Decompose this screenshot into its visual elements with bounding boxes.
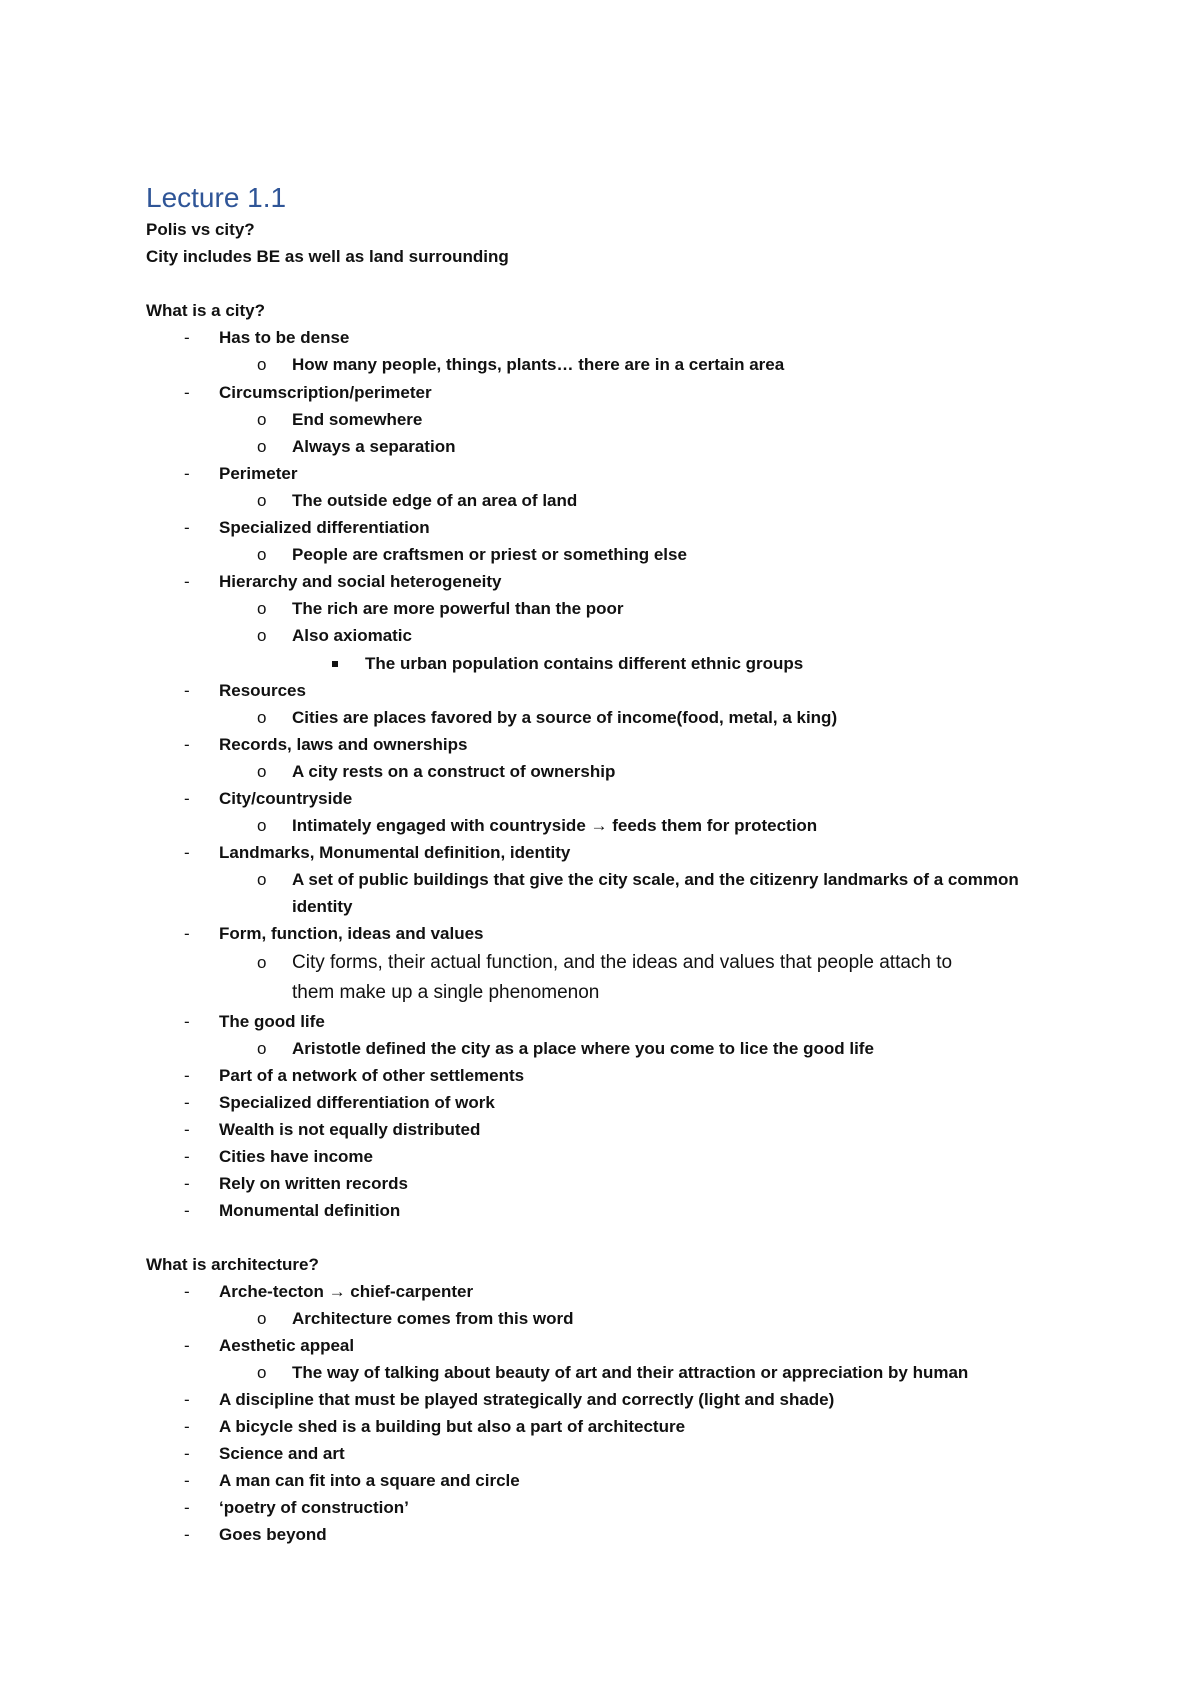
list-item: Specialized differentiation bbox=[219, 518, 430, 537]
dash-bullet: - bbox=[184, 1066, 190, 1085]
circle-bullet: o bbox=[257, 953, 267, 972]
sub-item: The outside edge of an area of land bbox=[292, 491, 578, 510]
page-title: Lecture 1.1 bbox=[146, 182, 287, 213]
dash-bullet: - bbox=[184, 518, 190, 537]
circle-bullet: o bbox=[257, 545, 267, 564]
list-item: Arche-tecton → chief-carpenter bbox=[219, 1282, 474, 1301]
circle-bullet: o bbox=[257, 599, 267, 618]
architecture-heading: What is architecture? bbox=[146, 1255, 319, 1274]
dash-bullet: - bbox=[184, 1336, 190, 1355]
sub-item: A set of public buildings that give the city scale, and the citizenry landmarks of a common bbox=[292, 870, 1019, 889]
list-item: The good life bbox=[219, 1012, 325, 1031]
list-item: Wealth is not equally distributed bbox=[219, 1120, 481, 1139]
list-item: Cities have income bbox=[219, 1147, 374, 1166]
list-item: A bicycle shed is a building but also a part of architecture bbox=[219, 1417, 686, 1436]
dash-bullet: - bbox=[184, 1174, 190, 1193]
sub-item: End somewhere bbox=[292, 410, 423, 429]
dash-bullet: - bbox=[184, 1201, 190, 1220]
list-item: ‘poetry of construction’ bbox=[219, 1498, 409, 1517]
list-item: Circumscription/perimeter bbox=[219, 383, 432, 402]
dash-bullet: - bbox=[184, 1417, 190, 1436]
circle-bullet: o bbox=[257, 1363, 267, 1382]
sub-item: The way of talking about beauty of art and their attraction or appreciation by human bbox=[292, 1363, 969, 1382]
list-item: Form, function, ideas and values bbox=[219, 924, 484, 943]
city-heading: What is a city? bbox=[146, 301, 266, 320]
sub-sub-item: The urban population contains different ethnic groups bbox=[365, 654, 804, 673]
list-item: Records, laws and ownerships bbox=[219, 735, 468, 754]
sub-item: People are craftsmen or priest or something else bbox=[292, 545, 687, 564]
square-bullet bbox=[332, 661, 338, 667]
list-item: A man can fit into a square and circle bbox=[219, 1471, 520, 1490]
circle-bullet: o bbox=[257, 708, 267, 727]
dash-bullet: - bbox=[184, 789, 190, 808]
sub-item: Always a separation bbox=[292, 437, 456, 456]
list-item: Specialized differentiation of work bbox=[219, 1093, 495, 1112]
dash-bullet: - bbox=[184, 1282, 190, 1301]
dash-bullet: - bbox=[184, 572, 190, 591]
list-item: Perimeter bbox=[219, 464, 298, 483]
list-item: A discipline that must be played strategically and correctly (light and shade) bbox=[219, 1390, 835, 1409]
dash-bullet: - bbox=[184, 924, 190, 943]
circle-bullet: o bbox=[257, 762, 267, 781]
list-item: Hierarchy and social heterogeneity bbox=[219, 572, 502, 591]
circle-bullet: o bbox=[257, 410, 267, 429]
dash-bullet: - bbox=[184, 1498, 190, 1517]
dash-bullet: - bbox=[184, 328, 190, 347]
dash-bullet: - bbox=[184, 1120, 190, 1139]
sub-item: The rich are more powerful than the poor bbox=[292, 599, 624, 618]
list-item: Part of a network of other settlements bbox=[219, 1066, 525, 1085]
list-item: Monumental definition bbox=[219, 1201, 401, 1220]
sub-item: A city rests on a construct of ownership bbox=[292, 762, 616, 781]
list-item: Rely on written records bbox=[219, 1174, 408, 1193]
dash-bullet: - bbox=[184, 1147, 190, 1166]
dash-bullet: - bbox=[184, 464, 190, 483]
sub-item: Intimately engaged with countryside → feeds them for protection bbox=[292, 816, 818, 835]
dash-bullet: - bbox=[184, 843, 190, 862]
circle-bullet: o bbox=[257, 437, 267, 456]
dash-bullet: - bbox=[184, 1471, 190, 1490]
circle-bullet: o bbox=[257, 870, 267, 889]
dash-bullet: - bbox=[184, 383, 190, 402]
circle-bullet: o bbox=[257, 355, 267, 374]
intro-line-1: Polis vs city? bbox=[146, 220, 255, 239]
list-item: Has to be dense bbox=[219, 328, 350, 347]
dash-bullet: - bbox=[184, 1444, 190, 1463]
circle-bullet: o bbox=[257, 626, 267, 645]
circle-bullet: o bbox=[257, 491, 267, 510]
sub-item: City forms, their actual function, and the ideas and values that people attach to bbox=[292, 952, 953, 973]
circle-bullet: o bbox=[257, 816, 267, 835]
sub-item: Architecture comes from this word bbox=[292, 1309, 574, 1328]
list-item: City/countryside bbox=[219, 789, 353, 808]
list-item: Aesthetic appeal bbox=[219, 1336, 355, 1355]
sub-item-continued: them make up a single phenomenon bbox=[292, 982, 600, 1003]
sub-item-continued: identity bbox=[292, 897, 353, 916]
dash-bullet: - bbox=[184, 1093, 190, 1112]
dash-bullet: - bbox=[184, 735, 190, 754]
circle-bullet: o bbox=[257, 1309, 267, 1328]
dash-bullet: - bbox=[184, 1525, 190, 1544]
dash-bullet: - bbox=[184, 681, 190, 700]
sub-item: How many people, things, plants… there are in a certain area bbox=[292, 355, 785, 374]
dash-bullet: - bbox=[184, 1012, 190, 1031]
list-item: Landmarks, Monumental definition, identity bbox=[219, 843, 571, 862]
list-item: Science and art bbox=[219, 1444, 345, 1463]
dash-bullet: - bbox=[184, 1390, 190, 1409]
circle-bullet: o bbox=[257, 1039, 267, 1058]
intro-line-2: City includes BE as well as land surrounding bbox=[146, 247, 509, 266]
sub-item: Cities are places favored by a source of income(food, metal, a king) bbox=[292, 708, 838, 727]
sub-item: Aristotle defined the city as a place where you come to lice the good life bbox=[292, 1039, 874, 1058]
list-item: Resources bbox=[219, 681, 306, 700]
list-item: Goes beyond bbox=[219, 1525, 327, 1544]
sub-item: Also axiomatic bbox=[292, 626, 412, 645]
